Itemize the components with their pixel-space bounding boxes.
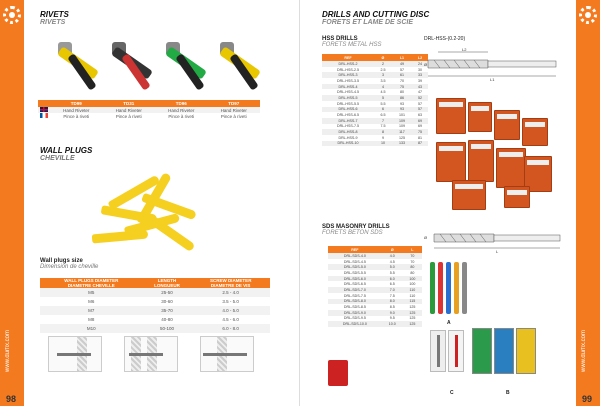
table-row: M10 50-100 6.0 - 8.0 [40, 324, 270, 333]
table-cell: 4 [374, 84, 392, 90]
side-strip [576, 0, 600, 406]
sds-drill-diagram [424, 226, 566, 254]
table-cell: 9.5 [389, 316, 395, 321]
rivets-title: RIVETS [40, 10, 69, 19]
table-cell: 5.0 [382, 264, 403, 270]
table-cell: DRL-HSS-6 [322, 107, 374, 113]
hss-table: REF Ø L1 L2 DRL-HSS-2 2 49 24 DRL-HSS-2.5 2.5 57 30 DRL-HSS-3 3 61 33 DRL-HSS-3.5 3.5 70 39 DRL-HSS-4 4 75 43 DRL-HSS-4.5 4.5 80 47 DRL-HSS-5 5 86 52 DRL-HSS-5.5 5.5 93 57 DRL-HSS-6 6 93 57 DRL-HSS-6.5 6.5 101 63 DRL-HSS-7 7 109 69 DRL-HSS-7.5 7.5 109 69 DRL-HSS-8 8 117 75 DRL-HSS-9 9 125 81 DRL-HSS-10 10 133 87 [322, 54, 428, 146]
website-label: www.durfix.com [5, 330, 11, 373]
riveter-image [106, 34, 158, 98]
photo-label: C [450, 390, 454, 396]
table-row: Hand Riveter Hand Riveter Hand Riveter Hand Riveter [38, 107, 260, 113]
table-row: M8 40-80 4.5 - 6.0 [88, 317, 239, 322]
table-cell: 61 [392, 72, 412, 78]
riveter-image [160, 34, 212, 98]
table-row [322, 141, 428, 147]
table-cell: 69 [417, 124, 422, 129]
photo-label: B [506, 390, 510, 396]
table-cell: 6.5 [389, 282, 395, 287]
table-cell: DRL-HSS-9 [338, 135, 358, 140]
table-cell: 49 [392, 61, 412, 67]
hss-title: HSS DRILLS [322, 36, 358, 42]
table-cell: 70 [410, 259, 415, 264]
table-cell: 2 [374, 61, 392, 67]
table-cell: 6.0 [382, 276, 403, 282]
table-cell: 115 [403, 299, 422, 305]
table-cell: 9 [381, 135, 384, 140]
power-drill-photo [328, 360, 348, 386]
table-cell: 80 [410, 270, 415, 275]
table-row: M5 25-50 2.5 - 4.0 [40, 288, 270, 297]
dim-label: Ø [424, 235, 428, 240]
wall-plugs-image [96, 176, 206, 252]
table-cell: DRL-HSS-6.5 [336, 113, 359, 118]
table-cell: DRL-SDS-9.0 [328, 310, 382, 316]
table-cell: DRL-SDS-6.0 [328, 276, 382, 282]
sds-product-photo-b [516, 328, 536, 374]
table-cell: 75 [412, 129, 428, 135]
sds-product-photo-b [472, 328, 492, 374]
hss-drawing-label: DRL-HSS-(0.2-20) [424, 36, 466, 42]
table-cell: 24 [412, 61, 428, 67]
table-cell: 125 [403, 321, 422, 327]
hss-subtitle: FORETS METAL HSS [322, 42, 382, 48]
table-cell: 109 [398, 124, 405, 129]
table-cell: 86 [392, 95, 412, 101]
photo-label: A [447, 320, 451, 326]
rivet-code: TD99 [50, 100, 103, 107]
table-cell: DRL-HSS-3 [322, 72, 374, 78]
table-cell: DRL-HSS-4 [322, 84, 374, 90]
table-cell: 9.0 [382, 310, 403, 316]
hss-drill-diagram [424, 46, 562, 82]
table-cell: 110 [403, 287, 422, 293]
table-cell: DRL-SDS-7.5 [343, 293, 366, 298]
table-cell: 52 [412, 95, 428, 101]
table-cell: DRL-SDS-4.0 [328, 253, 382, 259]
sds-product-photo-c [430, 330, 446, 372]
table-cell: 57 [399, 67, 404, 72]
gear-icon [3, 6, 21, 24]
table-cell: 8 [374, 129, 392, 135]
table-cell: 47 [417, 90, 422, 95]
table-cell: DRL-HSS-5.5 [336, 101, 359, 106]
table-cell: 57 [417, 101, 422, 106]
size-title: Wall plugs size [40, 258, 83, 264]
sds-heading [322, 224, 390, 236]
table-cell: 125 [409, 305, 416, 310]
table-cell: 5 [374, 95, 392, 101]
rivet-code: TD97 [208, 100, 261, 107]
table-cell: 5.5 [380, 101, 386, 106]
installation-diagram [200, 336, 254, 372]
table-cell: DRL-HSS-2.5 [336, 67, 359, 72]
wall-plugs-heading [40, 146, 92, 163]
table-cell: DRL-SDS-9.5 [343, 316, 366, 321]
table-cell: 57 [412, 107, 428, 113]
sds-product-photo-c [448, 330, 464, 372]
dim-label: L2 [462, 47, 467, 52]
rivet-code: TD96 [155, 100, 208, 107]
table-row [328, 321, 422, 327]
rivet-code: TD31 [103, 100, 156, 107]
table-cell: 75 [392, 84, 412, 90]
gear-icon [579, 6, 597, 24]
dim-label: Ø [424, 62, 428, 67]
fr-flag-icon [40, 113, 48, 118]
table-cell: DRL-HSS-4.5 [336, 90, 359, 95]
table-cell: DRL-HSS-2 [322, 61, 374, 67]
installation-diagram [48, 336, 102, 372]
wall-plugs-size-heading [40, 258, 98, 270]
website-label: www.durfix.com [581, 330, 587, 373]
table-cell: DRL-HSS-3.5 [336, 78, 359, 83]
table-cell: 39 [417, 78, 422, 83]
table-cell: 101 [398, 113, 405, 118]
page-number: 98 [6, 394, 17, 404]
table-cell: 6 [374, 107, 392, 113]
hss-product-photo [432, 96, 560, 212]
rivets-heading [40, 10, 69, 26]
riveter-image [52, 34, 104, 98]
sds-product-photo-b [494, 328, 514, 374]
table-cell: DRL-SDS-5.0 [328, 264, 382, 270]
table-cell: 3.5 [380, 78, 386, 83]
page-number: 99 [581, 394, 592, 404]
table-cell: 110 [409, 293, 416, 298]
table-cell: 80 [403, 264, 422, 270]
riveter-image [214, 34, 266, 98]
table-cell: 7 [374, 118, 392, 124]
side-strip [0, 0, 24, 406]
table-cell: 80 [399, 90, 404, 95]
uk-flag-icon [40, 107, 48, 112]
table-cell: 4.5 [380, 90, 386, 95]
table-cell: DRL-HSS-10 [322, 141, 374, 147]
table-cell: 10.0 [382, 321, 403, 327]
sds-product-photo-a [428, 258, 470, 316]
table-cell: DRL-HSS-7.5 [336, 124, 359, 129]
table-cell: DRL-SDS-10.0 [328, 321, 382, 327]
sds-table: REF Ø L DRL-SDS-4.0 4.0 70 DRL-SDS-4.5 4.5 70 DRL-SDS-5.0 5.0 80 DRL-SDS-5.5 5.5 80 DRL-SDS-6.0 6.0 100 DRL-SDS-6.5 6.5 100 DRL-SDS-7.0 7.0 110 DRL-SDS-7.5 7.5 110 DRL-SDS-8.0 8.0 115 DRL-SDS-8.5 8.5 125 DRL-SDS-9.0 9.0 125 DRL-SDS-9.5 9.5 125 DRL-SDS-10.0 10.0 125 [328, 246, 422, 327]
table-cell: 4.0 [382, 253, 403, 259]
table-cell: 69 [412, 118, 428, 124]
table-cell: 2.5 [380, 67, 386, 72]
wall-plugs-subtitle: CHEVILLE [40, 155, 75, 162]
sds-title: SDS MASONRY DRILLS [322, 224, 390, 230]
drills-subtitle: FORETS ET LAME DE SCIE [322, 19, 414, 26]
table-cell: DRL-SDS-5.5 [343, 270, 366, 275]
size-subtitle: Dimension de cheville [40, 264, 99, 270]
wall-plugs-table: WALL PLUGS DIAMETER DIAMETRE CHEVILLE LENGTH LONGUEUR SCREW DIAMETER DIAMETRE DE VIS M5 25-50 2.5 - 4.0 M6 30-60 3.5 - 5.0 M7 35-70 4.0 - 5.0 M8 40-80 4.5 - 6.0 M10 50-100 6.0 - 8.0 [40, 278, 270, 333]
dim-label: L1 [490, 77, 495, 82]
table-cell: 70 [403, 253, 422, 259]
table-cell: 125 [398, 135, 405, 140]
table-cell: 100 [409, 282, 416, 287]
table-cell: 7.5 [380, 124, 386, 129]
table-cell: 125 [409, 316, 416, 321]
table-row: M6 30-60 3.5 - 5.0 [88, 299, 239, 304]
table-cell: DRL-HSS-5 [322, 95, 374, 101]
table-cell: 125 [403, 310, 422, 316]
table-cell: DRL-SDS-4.5 [343, 259, 366, 264]
table-cell: 7.0 [382, 287, 403, 293]
table-cell: 33 [412, 72, 428, 78]
table-cell: 70 [399, 78, 404, 83]
table-cell: 30 [417, 67, 422, 72]
table-cell: DRL-SDS-8.5 [343, 305, 366, 310]
drills-heading [322, 10, 429, 26]
table-cell: 93 [399, 101, 404, 106]
table-cell: 7.5 [389, 293, 395, 298]
table-cell: 43 [412, 84, 428, 90]
table-cell: 63 [417, 113, 422, 118]
table-cell: DRL-HSS-8 [322, 129, 374, 135]
wall-plugs-title: WALL PLUGS [40, 146, 93, 155]
table-cell: 6.5 [380, 113, 386, 118]
installation-diagram [124, 336, 178, 372]
table-cell: 133 [392, 141, 412, 147]
table-cell: 93 [392, 107, 412, 113]
table-cell: 4.5 [389, 259, 395, 264]
table-cell: 3 [374, 72, 392, 78]
dim-label: L [496, 249, 499, 254]
table-cell: DRL-SDS-6.5 [343, 282, 366, 287]
rivets-table [38, 100, 260, 119]
table-cell: DRL-SDS-7.0 [328, 287, 382, 293]
table-cell: 8.0 [382, 299, 403, 305]
table-cell: 10 [374, 141, 392, 147]
table-cell: 5.5 [389, 270, 395, 275]
hss-heading [322, 36, 381, 48]
table-cell: 100 [403, 276, 422, 282]
right-page [300, 0, 600, 406]
table-cell: DRL-HSS-7 [322, 118, 374, 124]
table-cell: 8.5 [389, 305, 395, 310]
table-cell: 109 [392, 118, 412, 124]
sds-subtitle: FORETS BETON SDS [322, 230, 383, 236]
table-row: M7 35-70 4.0 - 5.0 [40, 306, 270, 315]
table-cell: 81 [417, 135, 422, 140]
drills-title: DRILLS AND CUTTING DISC [322, 10, 430, 19]
table-row: Pince à riveti Pince à riveti Pince à riveti Pince à riveti [38, 113, 260, 119]
table-cell: 87 [412, 141, 428, 147]
table-cell: DRL-SDS-8.0 [328, 299, 382, 305]
rivets-subtitle: RIVETS [40, 19, 66, 26]
table-cell: 117 [392, 129, 412, 135]
